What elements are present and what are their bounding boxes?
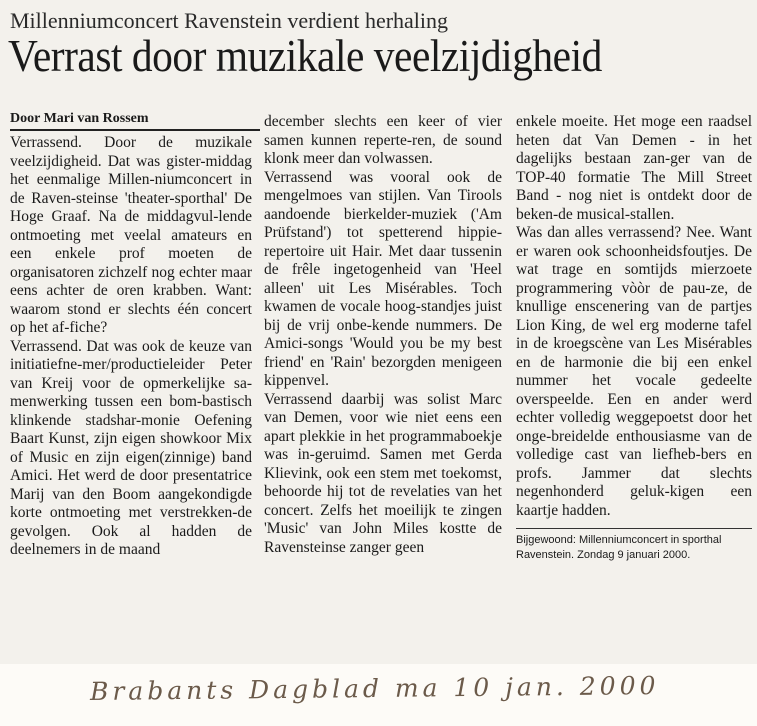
footnote-divider — [516, 528, 752, 529]
article-kicker: Millenniumconcert Ravenstein verdient herhaling — [10, 8, 449, 33]
paragraph: Was dan alles verrassend? Nee. Want er waren ook schoonheidsfoutjes. De wat trage en somtijds mierzoete programmering vòòr de pau-ze, de knullige enscenering van de partjes Lion King, de wel erg moderne tafel in de kroegscène van Les Misérables en de harmonie die bij een enkel nummer het vocale gedeelte overspeelde. Een en ander werd echter volledig weggepoetst door het onge-breidelde enthousiasme van de volledige cast van liefheb-bers en profs. Jammer dat slechts negenhonderd geluk-kigen een kaartje hadden. — [516, 224, 752, 519]
paragraph: enkele moeite. Het moge een raadsel heten dat Van Demen - in het dagelijks bestaan zan-ger van de TOP-40 formatie The Mill Street Band - nog niet is ontdekt door de beken-de musical-stallen. — [516, 113, 752, 223]
paragraph: Verrassend. Dat was ook de keuze van initiatiefne-mer/productieleider Peter van Kreij voor de opmerkelijke sa-menwerking tussen een bom-bastisch klinkende stadshar-monie Oefening Baart Kunst, zijn eigen showkoor Mix of Music en zijn eigen(zinnige) band Amici. Het werd de door presentatrice Marij van den Boom aangekondigde korte ontmoeting met verstrekken-de gevolgen. Ook al hadden de deelnemers in de maand — [10, 337, 252, 558]
paragraph: Verrassend was vooral ook de mengelmoes van stijlen. Van Tirools aandoende bierkelder-muziek ('Am Prüfstand') tot spetterend hippie-repertoire uit Hair. Met daar tussenin de frêle ingetogenheid van 'Heel alleen' uit Les Misérables. Toch kwamen de vocale hoog-standjes juist bij de vrij onbe-kende nummers. De Amici-songs 'Would you be my best friend' en 'Rain' bezorgden menigeen kippenvel. — [264, 168, 502, 389]
article-footnote: Bijgewoond: Millenniumconcert in sporthal Ravenstein. Zondag 9 januari 2000. — [516, 534, 722, 561]
article-headline: Verrast door muzikale veelzijdigheid — [8, 31, 602, 81]
article-column-2 — [264, 113, 502, 557]
paragraph: Verrassend. Door de muzikale veelzijdigheid. Dat was gister-middag het eenmalige Millen-niumconcert in de Raven-steinse 'theater-sporthal' De Hoge Graaf. Na de middagvul-lende ontmoeting met veelal amateurs en een enkele prof moeten de organisatoren zichzelf nog echter maar eens achter de oren krabben. Want: waarom stond er slechts één concert op het af-fiche? — [10, 134, 252, 336]
paragraph: Verrassend daarbij was solist Marc van Demen, voor wie niet eens een apart plekkie in het programmaboekje was in-geruimd. Samen met Gerda Klievink, ook een stem met toekomst, behoorde hij tot de revelaties van het concert. Zelfs het moeilijk te zingen 'Music' van John Miles kostte de Ravensteinse zanger geen — [264, 390, 502, 556]
article-byline: Door Mari van Rossem — [10, 110, 260, 131]
handwritten-source-note: Brabants Dagblad ma 10 jan. 2000 — [89, 671, 660, 706]
article-column-1 — [10, 134, 252, 560]
paragraph: december slechts een keer of vier samen kunnen reperte-ren, de sound klonk meer dan volwassen. — [264, 113, 502, 167]
article-column-3 — [516, 113, 752, 563]
